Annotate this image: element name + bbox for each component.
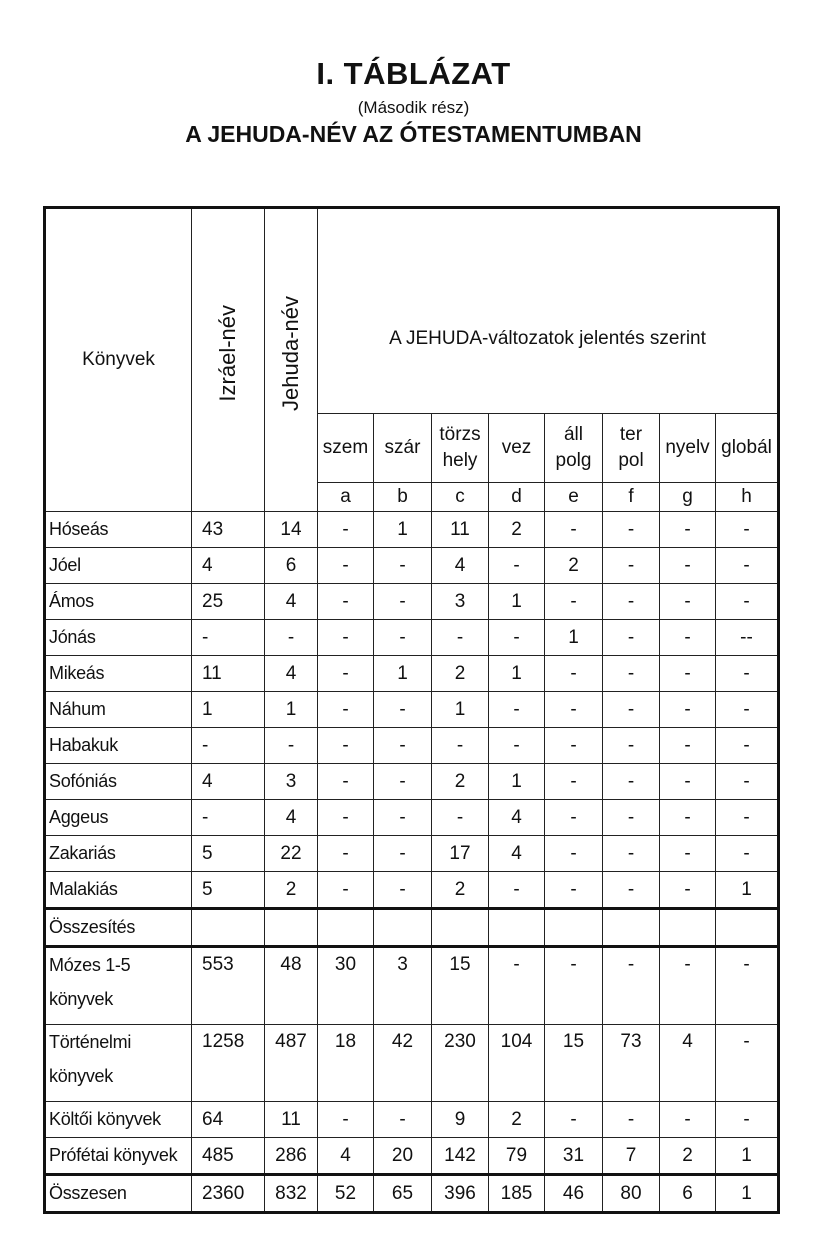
table-row: [45, 947, 779, 1025]
table-row: [45, 1025, 779, 1102]
book-name-line: Költői könyvek: [49, 1109, 161, 1129]
variant-count: 2: [660, 1138, 716, 1175]
book-name-line: Mózes 1-5: [49, 955, 131, 975]
jehuda-count: 22: [265, 836, 318, 872]
variant-count: -: [603, 692, 660, 728]
variant-count: -: [716, 1025, 779, 1102]
variant-letter: c: [432, 483, 489, 512]
variant-count: -: [545, 692, 603, 728]
empty-cell: [489, 909, 545, 947]
variant-count: -: [716, 764, 779, 800]
jehuda-count: -: [265, 620, 318, 656]
table-row: [45, 764, 779, 800]
variant-count: --: [716, 620, 779, 656]
variant-count: 185: [489, 1175, 545, 1213]
variant-count: -: [318, 872, 374, 909]
variant-count: 2: [489, 1102, 545, 1138]
izrael-count: 11: [192, 656, 265, 692]
variant-count: 18: [318, 1025, 374, 1102]
variant-count: 15: [432, 947, 489, 1025]
variant-count: 1: [489, 764, 545, 800]
book-name: Jóel: [45, 548, 192, 584]
variant-count: 17: [432, 836, 489, 872]
table-row: [45, 656, 779, 692]
empty-cell: [603, 909, 660, 947]
variants-column-header: A JEHUDA-változatok jelentés szerint: [318, 208, 779, 414]
variant-count: -: [374, 548, 432, 584]
book-name: [45, 1138, 192, 1175]
variant-subheader: [489, 414, 545, 483]
jehuda-column-header: Jehuda-név: [265, 208, 318, 512]
variant-count: -: [545, 764, 603, 800]
variant-count: 42: [374, 1025, 432, 1102]
variant-count: -: [660, 872, 716, 909]
jehuda-count: 6: [265, 548, 318, 584]
table-row: [45, 872, 779, 909]
variant-count: -: [318, 836, 374, 872]
variant-subheader: [716, 414, 779, 483]
variant-count: -: [318, 584, 374, 620]
variant-count: 1: [489, 584, 545, 620]
variant-count: 4: [318, 1138, 374, 1175]
variant-count: -: [318, 800, 374, 836]
table-row: [45, 1102, 779, 1138]
variant-count: 142: [432, 1138, 489, 1175]
variant-count: -: [716, 548, 779, 584]
izrael-count: -: [192, 620, 265, 656]
data-table: [43, 206, 780, 1214]
variant-count: 2: [432, 656, 489, 692]
book-name-line: Prófétai könyvek: [49, 1145, 178, 1165]
variant-count: -: [660, 692, 716, 728]
jehuda-count: 4: [265, 656, 318, 692]
variant-count: 1: [374, 656, 432, 692]
subheader-line: áll: [563, 424, 583, 445]
summary-label-row: [45, 909, 779, 947]
variant-count: 7: [603, 1138, 660, 1175]
variant-count: 20: [374, 1138, 432, 1175]
variant-count: -: [660, 764, 716, 800]
jehuda-count: 1: [265, 692, 318, 728]
variant-count: 31: [545, 1138, 603, 1175]
subheader-line: globál: [721, 437, 772, 458]
variant-count: 104: [489, 1025, 545, 1102]
variant-count: -: [432, 800, 489, 836]
jehuda-count: 2: [265, 872, 318, 909]
empty-cell: [716, 909, 779, 947]
variant-letter: h: [716, 483, 779, 512]
variant-subheader: [603, 414, 660, 483]
izrael-count: 4: [192, 764, 265, 800]
variant-count: 1: [716, 1175, 779, 1213]
variant-count: -: [374, 836, 432, 872]
subheader-line: nyelv: [665, 437, 710, 458]
empty-cell: [265, 909, 318, 947]
variant-count: -: [318, 620, 374, 656]
table-row: [45, 800, 779, 836]
book-name: Sofóniás: [45, 764, 192, 800]
variant-count: -: [545, 584, 603, 620]
variant-count: -: [660, 548, 716, 584]
table-row: [45, 692, 779, 728]
variant-letter: b: [374, 483, 432, 512]
book-name: Hóseás: [45, 512, 192, 548]
subheader-line: vez: [501, 437, 532, 458]
variant-count: -: [545, 728, 603, 764]
variant-count: -: [716, 656, 779, 692]
variant-count: -: [374, 1102, 432, 1138]
variant-count: -: [318, 548, 374, 584]
jehuda-count: 48: [265, 947, 318, 1025]
variant-subheader: [374, 414, 432, 483]
book-name: Jónás: [45, 620, 192, 656]
variant-count: -: [716, 836, 779, 872]
book-name: Ámos: [45, 584, 192, 620]
header-row-1: [45, 208, 779, 414]
subheader-line: pol: [618, 450, 644, 471]
variant-count: 4: [489, 836, 545, 872]
variant-count: -: [489, 548, 545, 584]
variant-count: -: [318, 692, 374, 728]
table-row: [45, 548, 779, 584]
variant-count: 79: [489, 1138, 545, 1175]
variant-count: -: [374, 728, 432, 764]
table-row: [45, 728, 779, 764]
variant-subheader: [318, 414, 374, 483]
variant-count: -: [716, 800, 779, 836]
variant-count: -: [603, 620, 660, 656]
izrael-count: 1258: [192, 1025, 265, 1102]
variant-count: -: [660, 800, 716, 836]
jehuda-count: 3: [265, 764, 318, 800]
izrael-count: 553: [192, 947, 265, 1025]
summary-label: Összesítés: [45, 909, 192, 947]
jehuda-count: -: [265, 728, 318, 764]
variant-count: -: [545, 656, 603, 692]
variant-count: -: [318, 728, 374, 764]
table-row: [45, 1175, 779, 1213]
variant-count: -: [545, 512, 603, 548]
variant-count: -: [545, 800, 603, 836]
izrael-count: 43: [192, 512, 265, 548]
subheader-line: szár: [384, 437, 421, 458]
variant-count: 3: [374, 947, 432, 1025]
variant-letter: g: [660, 483, 716, 512]
variant-count: -: [374, 800, 432, 836]
empty-cell: [660, 909, 716, 947]
variant-count: 15: [545, 1025, 603, 1102]
variant-count: -: [318, 1102, 374, 1138]
empty-cell: [545, 909, 603, 947]
izrael-count: 5: [192, 836, 265, 872]
variant-count: 3: [432, 584, 489, 620]
izrael-count: 485: [192, 1138, 265, 1175]
variant-count: -: [374, 584, 432, 620]
book-name-line: könyvek: [49, 1066, 113, 1086]
jehuda-count: 4: [265, 584, 318, 620]
variant-count: -: [603, 764, 660, 800]
variant-letter: d: [489, 483, 545, 512]
table-row: [45, 1138, 779, 1175]
empty-cell: [192, 909, 265, 947]
variant-count: -: [374, 872, 432, 909]
variant-count: 4: [660, 1025, 716, 1102]
book-name: Zakariás: [45, 836, 192, 872]
variant-count: -: [545, 836, 603, 872]
subheader-line: hely: [442, 450, 478, 471]
variant-count: -: [432, 620, 489, 656]
page-subtitle: (Második rész): [357, 98, 470, 117]
variant-subheader: [660, 414, 716, 483]
variant-count: 1: [374, 512, 432, 548]
variant-count: -: [318, 512, 374, 548]
table-row: [45, 620, 779, 656]
table-row: [45, 584, 779, 620]
page-title: I. TÁBLÁZAT: [316, 56, 511, 91]
jehuda-count: 286: [265, 1138, 318, 1175]
variant-count: -: [603, 872, 660, 909]
empty-cell: [432, 909, 489, 947]
variant-count: -: [545, 947, 603, 1025]
empty-cell: [318, 909, 374, 947]
variant-count: -: [660, 728, 716, 764]
variant-count: 1: [489, 656, 545, 692]
book-name: Aggeus: [45, 800, 192, 836]
variant-count: 230: [432, 1025, 489, 1102]
variant-count: 6: [660, 1175, 716, 1213]
variant-count: -: [489, 947, 545, 1025]
variant-count: 1: [432, 692, 489, 728]
variant-count: -: [603, 548, 660, 584]
variant-count: -: [318, 764, 374, 800]
variant-count: -: [603, 800, 660, 836]
variant-count: -: [660, 836, 716, 872]
variant-count: -: [660, 584, 716, 620]
variant-count: 2: [489, 512, 545, 548]
book-name: Mikeás: [45, 656, 192, 692]
subheader-line: polg: [555, 450, 592, 471]
jehuda-count: 4: [265, 800, 318, 836]
variant-count: -: [716, 512, 779, 548]
book-name: Összesen: [45, 1175, 192, 1213]
book-name: [45, 947, 192, 1025]
variant-count: 30: [318, 947, 374, 1025]
variant-count: -: [374, 764, 432, 800]
izrael-count: 25: [192, 584, 265, 620]
empty-cell: [374, 909, 432, 947]
book-name-line: könyvek: [49, 989, 113, 1009]
variant-count: -: [716, 728, 779, 764]
variant-count: -: [603, 836, 660, 872]
variant-count: -: [318, 656, 374, 692]
variant-count: 11: [432, 512, 489, 548]
variant-count: -: [603, 947, 660, 1025]
variant-count: -: [603, 656, 660, 692]
variant-count: -: [489, 728, 545, 764]
variant-count: 4: [489, 800, 545, 836]
variant-count: -: [603, 1102, 660, 1138]
variant-count: -: [716, 584, 779, 620]
variant-count: -: [716, 1102, 779, 1138]
izrael-count: 5: [192, 872, 265, 909]
book-name: [45, 1102, 192, 1138]
variant-count: -: [489, 692, 545, 728]
book-name: Habakuk: [45, 728, 192, 764]
variant-count: -: [660, 512, 716, 548]
variant-count: -: [545, 1102, 603, 1138]
jehuda-count: 14: [265, 512, 318, 548]
variant-count: 1: [716, 1138, 779, 1175]
variant-count: 9: [432, 1102, 489, 1138]
variant-count: 80: [603, 1175, 660, 1213]
variant-count: 46: [545, 1175, 603, 1213]
izrael-count: 1: [192, 692, 265, 728]
izrael-count: 2360: [192, 1175, 265, 1213]
variant-count: -: [489, 872, 545, 909]
book-name: Náhum: [45, 692, 192, 728]
variant-count: 1: [716, 872, 779, 909]
variant-letter: f: [603, 483, 660, 512]
izrael-count: 64: [192, 1102, 265, 1138]
variant-count: -: [716, 692, 779, 728]
variant-count: 2: [432, 764, 489, 800]
jehuda-count: 832: [265, 1175, 318, 1213]
variant-count: 2: [545, 548, 603, 584]
variant-count: -: [545, 872, 603, 909]
variant-count: -: [432, 728, 489, 764]
jehuda-count: 487: [265, 1025, 318, 1102]
variant-count: 65: [374, 1175, 432, 1213]
book-name-line: Történelmi: [49, 1032, 132, 1052]
variant-count: -: [374, 692, 432, 728]
variant-count: -: [660, 1102, 716, 1138]
variant-count: -: [603, 584, 660, 620]
subheader-line: szem: [322, 437, 369, 458]
variant-subheader: [545, 414, 603, 483]
variant-count: 73: [603, 1025, 660, 1102]
book-name: [45, 1025, 192, 1102]
variant-count: -: [660, 947, 716, 1025]
book-name: Malakiás: [45, 872, 192, 909]
variant-count: -: [489, 620, 545, 656]
variant-count: -: [603, 512, 660, 548]
variant-count: 2: [432, 872, 489, 909]
variant-count: 52: [318, 1175, 374, 1213]
jehuda-count: 11: [265, 1102, 318, 1138]
variant-count: -: [603, 728, 660, 764]
table-row: [45, 836, 779, 872]
page-heading: A JEHUDA-NÉV AZ ÓTESTAMENTUMBAN: [185, 121, 642, 147]
izrael-count: 4: [192, 548, 265, 584]
variant-letter: a: [318, 483, 374, 512]
variant-count: -: [660, 656, 716, 692]
variant-count: -: [716, 947, 779, 1025]
variant-letter: e: [545, 483, 603, 512]
izrael-count: -: [192, 728, 265, 764]
variant-count: 1: [545, 620, 603, 656]
variant-count: 396: [432, 1175, 489, 1213]
table-row: [45, 512, 779, 548]
subheader-line: ter: [619, 424, 643, 445]
izrael-column-header: Izráel-név: [192, 208, 265, 512]
subheader-line: törzs: [439, 424, 481, 445]
izrael-count: -: [192, 800, 265, 836]
variant-count: -: [374, 620, 432, 656]
variant-subheader: [432, 414, 489, 483]
books-column-header: Könyvek: [45, 208, 192, 512]
variant-count: 4: [432, 548, 489, 584]
variant-count: -: [660, 620, 716, 656]
